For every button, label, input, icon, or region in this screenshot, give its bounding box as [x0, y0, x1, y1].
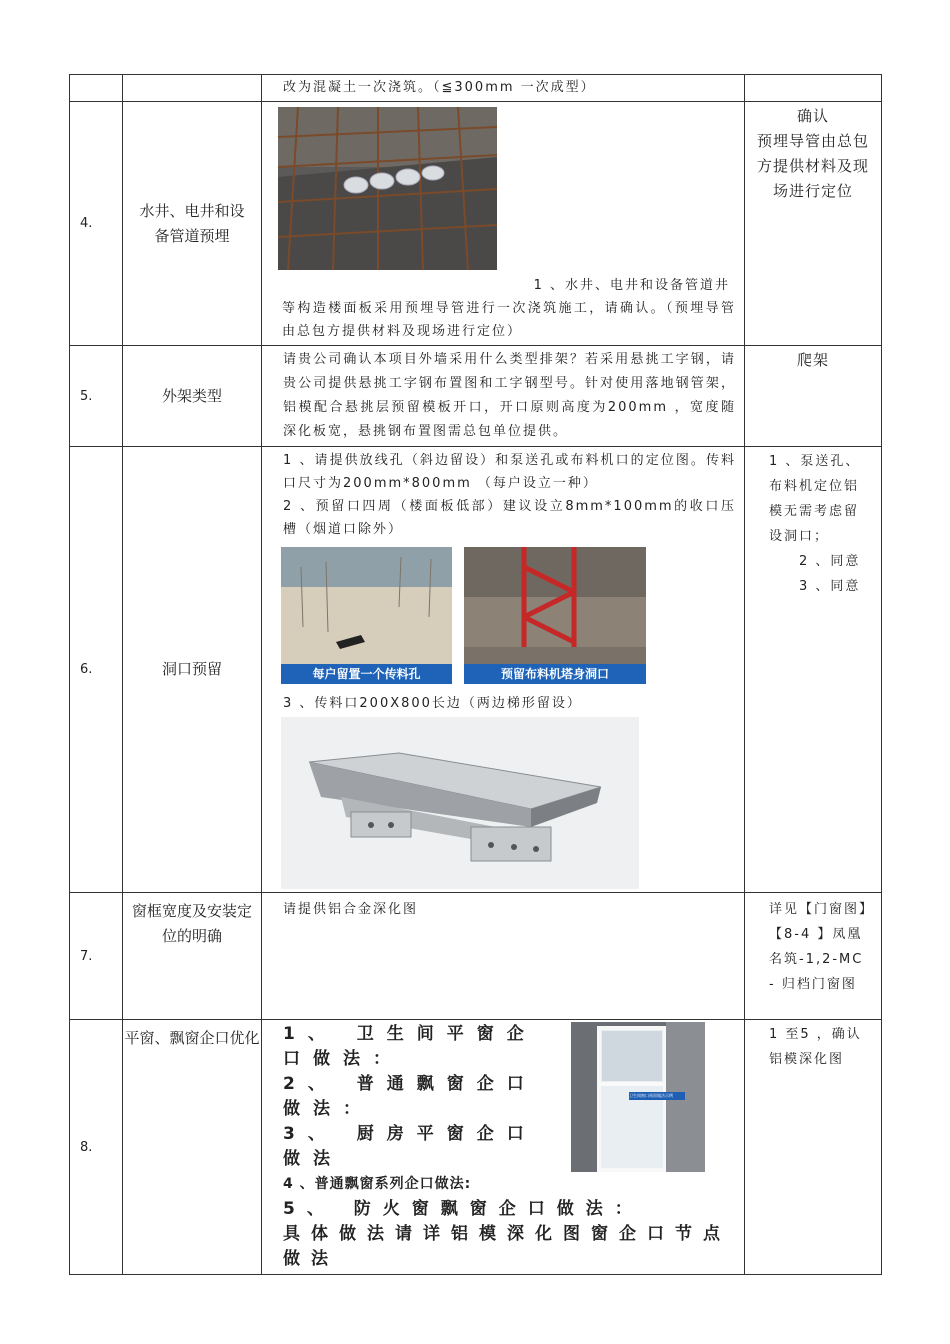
result-2: 2 、同意	[799, 554, 861, 569]
item-number: 4.	[70, 102, 123, 346]
item-name: 窗框宽度及安装定位的明确	[123, 893, 262, 1020]
window-photo-label: 卫生间窗口预留做法示例	[629, 1093, 673, 1098]
item-line-3: 3、 厨房平窗企口做法	[283, 1124, 537, 1169]
table-row	[70, 447, 882, 893]
item-line-2: 2、 普通飘窗企口做法：	[283, 1074, 537, 1119]
item-name: 外架类型	[123, 346, 262, 447]
table-row	[70, 893, 882, 1020]
item-content	[262, 102, 745, 346]
item-number: 7.	[70, 893, 123, 1020]
item-number: 5.	[70, 346, 123, 447]
item-line-5: 5、 防火窗飘窗企口做法：	[283, 1199, 644, 1219]
item-content: 请提供铝合金深化图	[262, 893, 745, 1020]
item-result: 详见【门窗图】【8-4 】凤凰名筑-1,2-MC - 归档门窗图	[745, 893, 882, 1020]
rebar-photo	[278, 107, 497, 270]
item-result: 1 至5 ，确认铝模深化图	[745, 1020, 882, 1275]
transfer-hole-photo	[281, 547, 452, 684]
item-result	[745, 447, 882, 893]
item-content-1: 1 、请提供放线孔（斜边留设）和泵送孔或布料机口的定位图。传料口尺寸为200mm*800mm （每户设立一种）	[283, 453, 736, 491]
item-number: 8.	[70, 1020, 123, 1275]
photo-caption: 每户留置一个传料孔	[281, 664, 452, 684]
window-photo	[571, 1022, 705, 1172]
item-name: 洞口预留	[123, 447, 262, 893]
item-content-lead: 1 、水井、电井和设备管道井	[533, 278, 730, 293]
result-1: 1 、泵送孔、布料机定位铝模无需考虑留设洞口；	[769, 454, 861, 544]
item-result: 确认 预埋导管由总包方提供材料及现场进行定位	[745, 102, 882, 346]
item-number	[70, 75, 123, 102]
item-content-2: 2 、预留口四周（楼面板低部）建议设立8mm*100mm的收口压槽（烟道口除外）	[283, 499, 736, 537]
item-name: 水井、电井和设备管道预埋	[123, 102, 262, 346]
item-content: 改为混凝土一次浇筑。（≦300mm 一次成型）	[262, 75, 745, 102]
item-name: 平窗、飘窗企口优化	[123, 1020, 262, 1275]
item-content	[262, 447, 745, 893]
table-row	[70, 75, 882, 102]
item-content: 等构造楼面板采用预埋导管进行一次浇筑施工，请确认。（预埋导管由总包方提供材料及现场进行定位）	[282, 301, 736, 339]
trapezoid-opening-model	[281, 717, 639, 889]
result-3: 3 、同意	[799, 579, 861, 594]
item-result	[745, 75, 882, 102]
item-line-4: 4 、普通飘窗系列企口做法:	[283, 1176, 472, 1192]
photo-caption: 预留布料机塔身洞口	[464, 664, 646, 684]
item-result: 爬架	[745, 346, 882, 447]
table-row	[70, 346, 882, 447]
item-name	[123, 75, 262, 102]
table-row	[70, 102, 882, 346]
table-row	[70, 1020, 882, 1275]
review-table	[69, 74, 882, 1275]
item-content-3: 3 、传料口200X800长边（两边梯形留设）	[283, 696, 582, 711]
tower-opening-photo	[464, 547, 646, 684]
item-number: 6.	[70, 447, 123, 893]
item-content	[262, 1020, 745, 1275]
item-content: 请贵公司确认本项目外墙采用什么类型排架？若采用悬挑工字钢，请贵公司提供悬挑工字钢布置图和工字钢型号。针对使用落地钢管架，铝模配合悬挑层预留模板开口，开口原则高度为200mm ，宽度随深化板宽，悬挑钢布置图需总包单位提供。	[262, 346, 745, 447]
item-line-6: 具体做法请详铝模深化图窗企口节点做法	[283, 1224, 731, 1269]
item-line-1: 1、 卫生间平窗企口做法：	[283, 1024, 537, 1069]
